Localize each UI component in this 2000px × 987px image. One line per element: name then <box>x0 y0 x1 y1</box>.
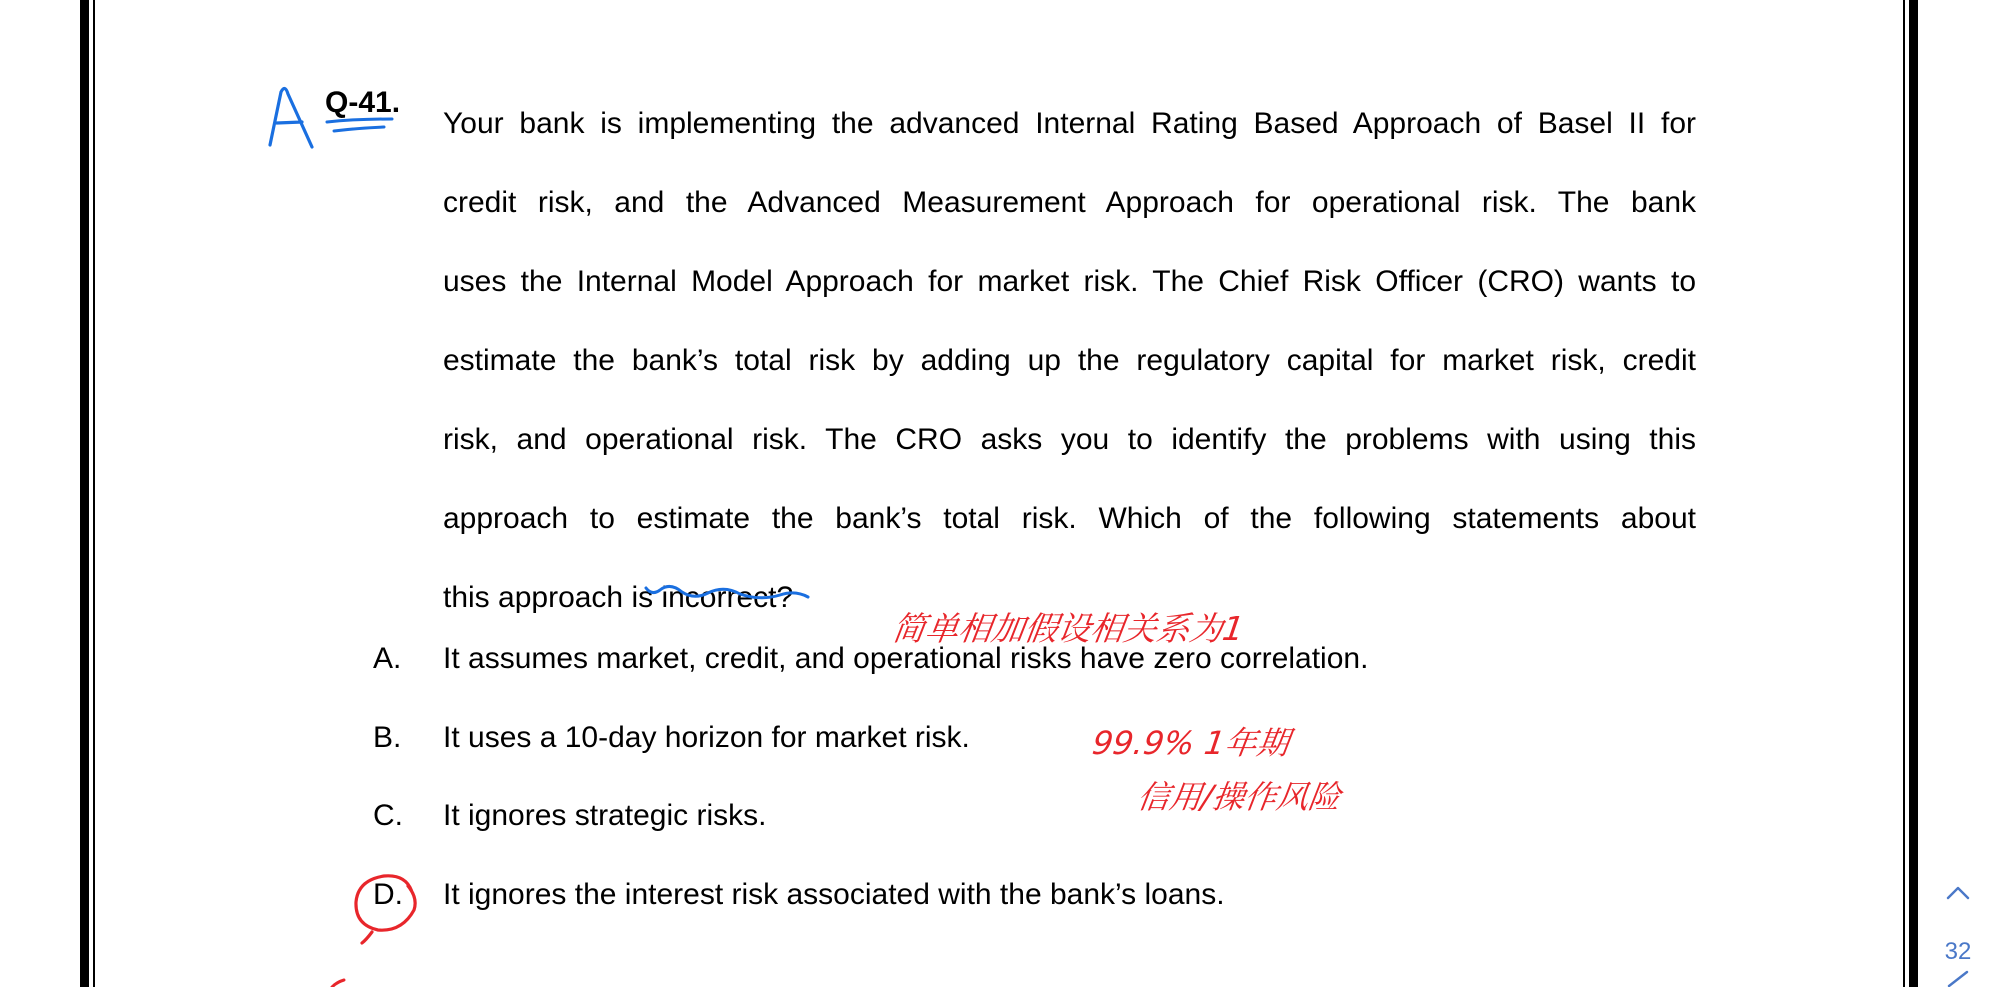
page-scroll-indicator-icon <box>1945 970 1971 987</box>
page-border-left-thin <box>93 0 95 987</box>
stem-line: risk, and operational risk. The CRO asks you to identify the problems with using this <box>443 423 1696 456</box>
option-text: It uses a 10-day horizon for market risk. <box>443 721 970 754</box>
handwritten-note-horizon: 99.9% 1年期 <box>1090 724 1292 762</box>
handwritten-note-correlation: 简单相加假设相关系为1 <box>889 609 1247 648</box>
stem-line: estimate the bank’s total risk by adding up the regulatory capital for market risk, credit <box>443 344 1696 377</box>
page-border-right-thin <box>1903 0 1905 987</box>
option-letter: C. <box>373 799 403 832</box>
option-letter: A. <box>373 642 402 675</box>
stem-line: Your bank is implementing the advanced Internal Rating Based Approach of Basel II for <box>443 107 1696 140</box>
stem-line: uses the Internal Model Approach for market risk. The Chief Risk Officer (CRO) wants to <box>443 265 1696 298</box>
stem-line: approach to estimate the bank’s total risk. Which of the following statements about <box>443 502 1696 535</box>
stem-emphasis: is incorrect <box>631 581 777 614</box>
left-gutter <box>0 0 78 987</box>
question-stem <box>443 84 1696 637</box>
page-number: 32 <box>1944 938 1972 965</box>
option-letter: B. <box>373 721 402 754</box>
stem-line: credit risk, and the Advanced Measurement Approach for operational risk. The bank <box>443 186 1696 219</box>
chevron-up-icon[interactable] <box>1943 880 1973 906</box>
option-letter: D. <box>373 878 403 911</box>
option-text: It assumes market, credit, and operational risks have zero correlation. <box>443 642 1369 675</box>
option-text: It ignores strategic risks. <box>443 799 767 832</box>
question-number: Q-41. <box>325 86 401 119</box>
stem-last-prefix: this approach <box>443 581 632 614</box>
stem-last-suffix: ? <box>776 581 794 614</box>
option-text: It ignores the interest risk associated with the bank’s loans. <box>443 878 1225 911</box>
page-border-right-thick <box>1909 0 1918 987</box>
right-gutter <box>1919 0 2000 987</box>
page-border-left-thick <box>80 0 89 987</box>
handwritten-note-risk-types: 信用/操作风险 <box>1135 778 1344 816</box>
